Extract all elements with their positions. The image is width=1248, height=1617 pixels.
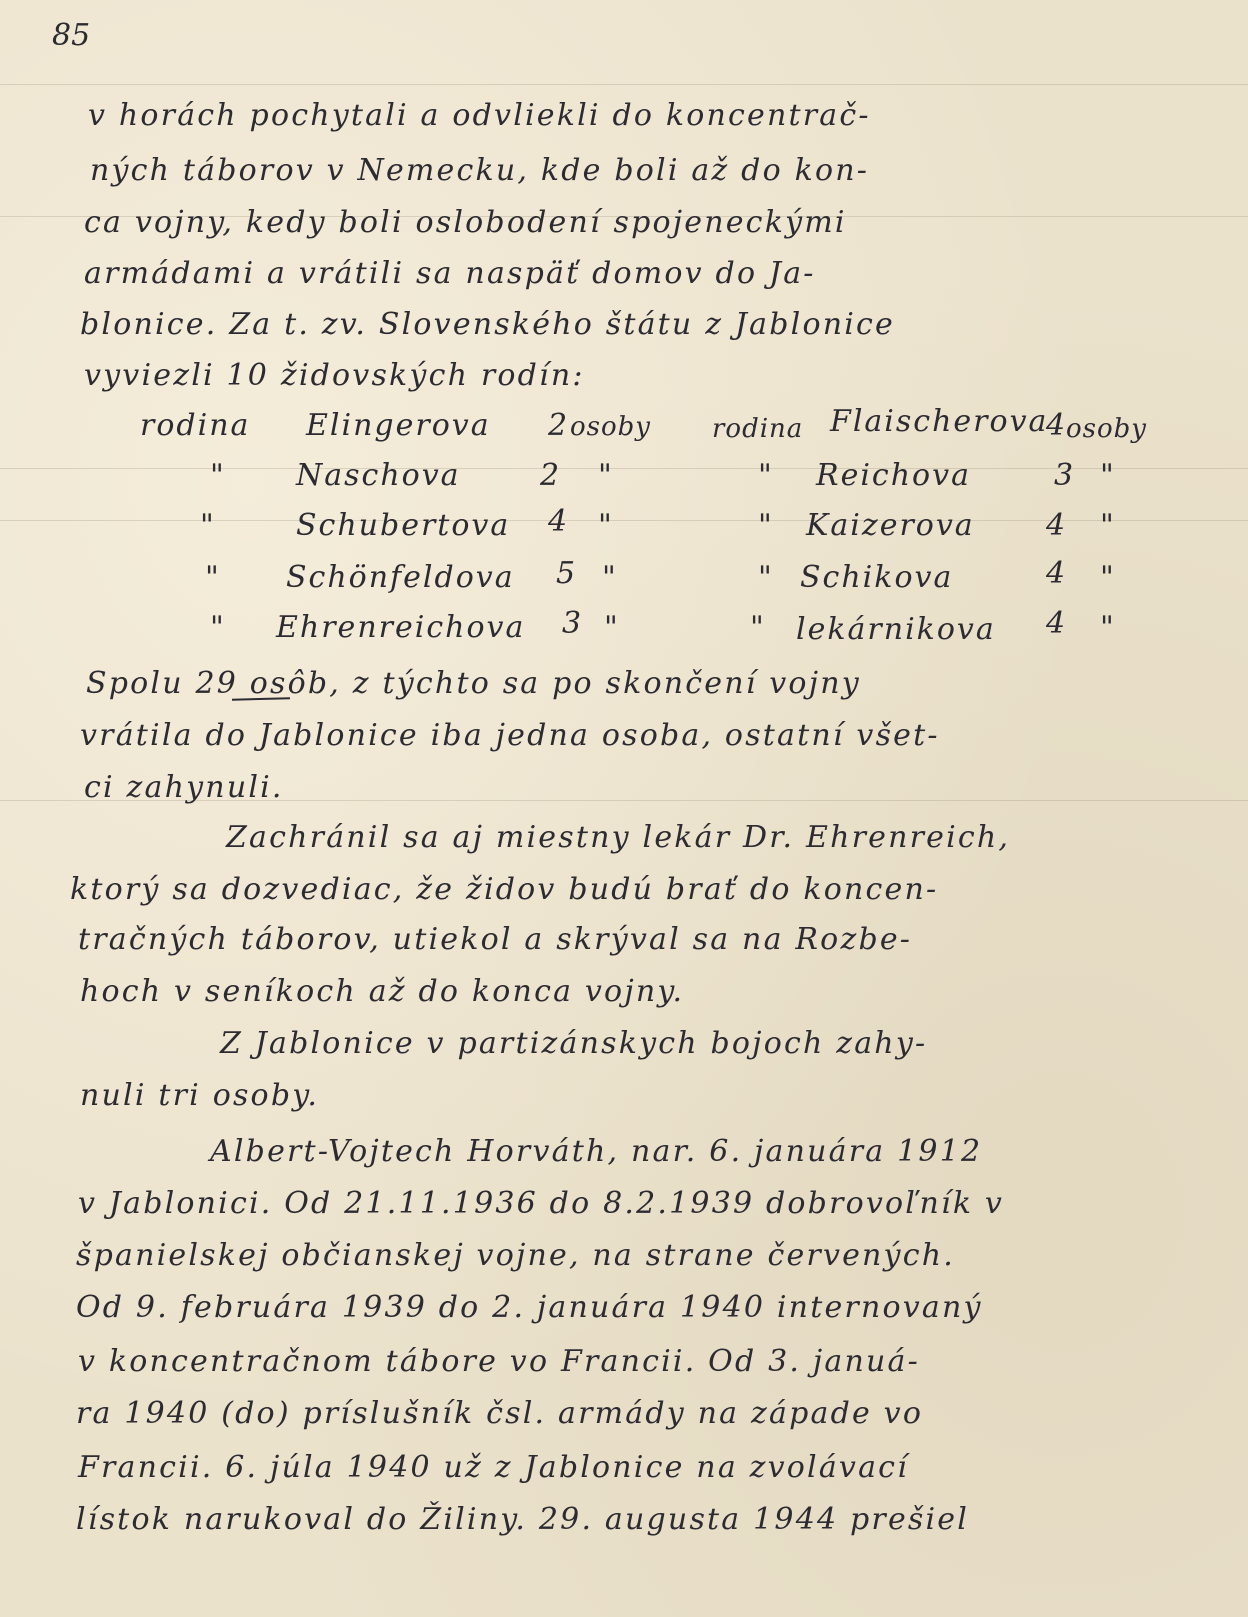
text-line: Spolu 29 osôb, z týchto sa po skončení vojny <box>86 666 861 701</box>
family-name: Flaischerova <box>830 404 1049 439</box>
family-unit: " <box>598 508 614 543</box>
family-name: lekárnikova <box>796 612 996 647</box>
family-name: Reichova <box>816 458 971 493</box>
family-prefix: " <box>758 508 774 543</box>
text-line: vyviezli 10 židovských rodín: <box>84 358 585 393</box>
family-count: 4 <box>1046 556 1068 591</box>
family-prefix: " <box>750 610 766 645</box>
family-name: Ehrenreichova <box>276 610 526 645</box>
family-count: 4 <box>1046 606 1068 641</box>
family-name: Schikova <box>800 560 954 595</box>
text-line: Od 9. februára 1939 do 2. januára 1940 internovaný <box>76 1290 983 1325</box>
family-count: 4 <box>1046 508 1068 543</box>
family-prefix: " <box>758 458 774 493</box>
family-unit: " <box>598 458 614 493</box>
family-count: 3 <box>1054 458 1076 493</box>
text-line: tračných táborov, utiekol a skrýval sa na Rozbe- <box>78 922 913 957</box>
family-name: Kaizerova <box>806 508 975 543</box>
text-line: v koncentračnom tábore vo Francii. Od 3. januá- <box>78 1344 920 1379</box>
family-name: Schönfeldova <box>286 560 515 595</box>
family-prefix: " <box>210 458 226 493</box>
text-line: španielskej občianskej vojne, na strane červených. <box>76 1238 955 1273</box>
text-line: vrátila do Jablonice iba jedna osoba, ostatní všet- <box>80 718 940 753</box>
text-line: armádami a vrátili sa naspäť domov do Ja- <box>84 256 816 291</box>
family-unit: osoby <box>1066 414 1147 444</box>
family-unit: " <box>1100 560 1116 595</box>
text-line: Francii. 6. júla 1940 už z Jablonice na zvolávací <box>78 1450 909 1485</box>
family-count: 3 <box>562 606 584 641</box>
family-unit: " <box>1100 508 1116 543</box>
family-prefix: " <box>210 610 226 645</box>
text-line: v Jablonici. Od 21.11.1936 do 8.2.1939 dobrovoľník v <box>78 1186 1005 1221</box>
text-line: v horách pochytali a odvliekli do koncentrač- <box>88 98 871 133</box>
text-line: Z Jablonice v partizánskych bojoch zahy- <box>220 1026 928 1061</box>
family-unit: " <box>602 560 618 595</box>
family-name: Naschova <box>296 458 461 493</box>
family-unit: " <box>604 610 620 645</box>
text-line: Zachránil sa aj miestny lekár Dr. Ehrenreich, <box>226 820 1011 855</box>
text-line: ca vojny, kedy boli oslobodení spojeneckými <box>84 205 847 240</box>
family-prefix: " <box>758 560 774 595</box>
family-prefix: rodina <box>140 408 251 443</box>
text-line: ci zahynuli. <box>84 770 284 805</box>
family-unit: " <box>1100 610 1116 645</box>
family-unit: osoby <box>570 412 651 442</box>
text-line: ktorý sa dozvediac, že židov budú brať do koncen- <box>70 872 939 907</box>
text-line: nuli tri osoby. <box>80 1078 320 1113</box>
text-line: Albert-Vojtech Horváth, nar. 6. januára 1912 <box>210 1134 983 1169</box>
family-prefix: " <box>200 508 216 543</box>
family-unit: " <box>1100 458 1116 493</box>
family-count: 2 <box>548 408 570 443</box>
text-line: ných táborov v Nemecku, kde boli až do kon- <box>90 153 870 188</box>
family-count: 5 <box>556 556 578 591</box>
family-count: 2 <box>540 458 562 493</box>
page-number: 85 <box>52 18 91 53</box>
family-prefix: rodina <box>712 414 804 444</box>
ruled-line <box>0 84 1248 85</box>
family-name: Elingerova <box>306 408 491 443</box>
family-count: 4 <box>548 504 570 539</box>
family-count: 4 <box>1046 408 1068 443</box>
family-prefix: " <box>205 560 221 595</box>
text-line: blonice. Za t. zv. Slovenského štátu z Jablonice <box>80 307 895 342</box>
family-name: Schubertova <box>296 508 511 543</box>
text-line: hoch v seníkoch až do konca vojny. <box>80 974 685 1009</box>
text-line: lístok narukoval do Žiliny. 29. augusta 1944 prešiel <box>76 1502 970 1537</box>
text-line: ra 1940 (do) príslušník čsl. armády na západe vo <box>76 1396 924 1431</box>
